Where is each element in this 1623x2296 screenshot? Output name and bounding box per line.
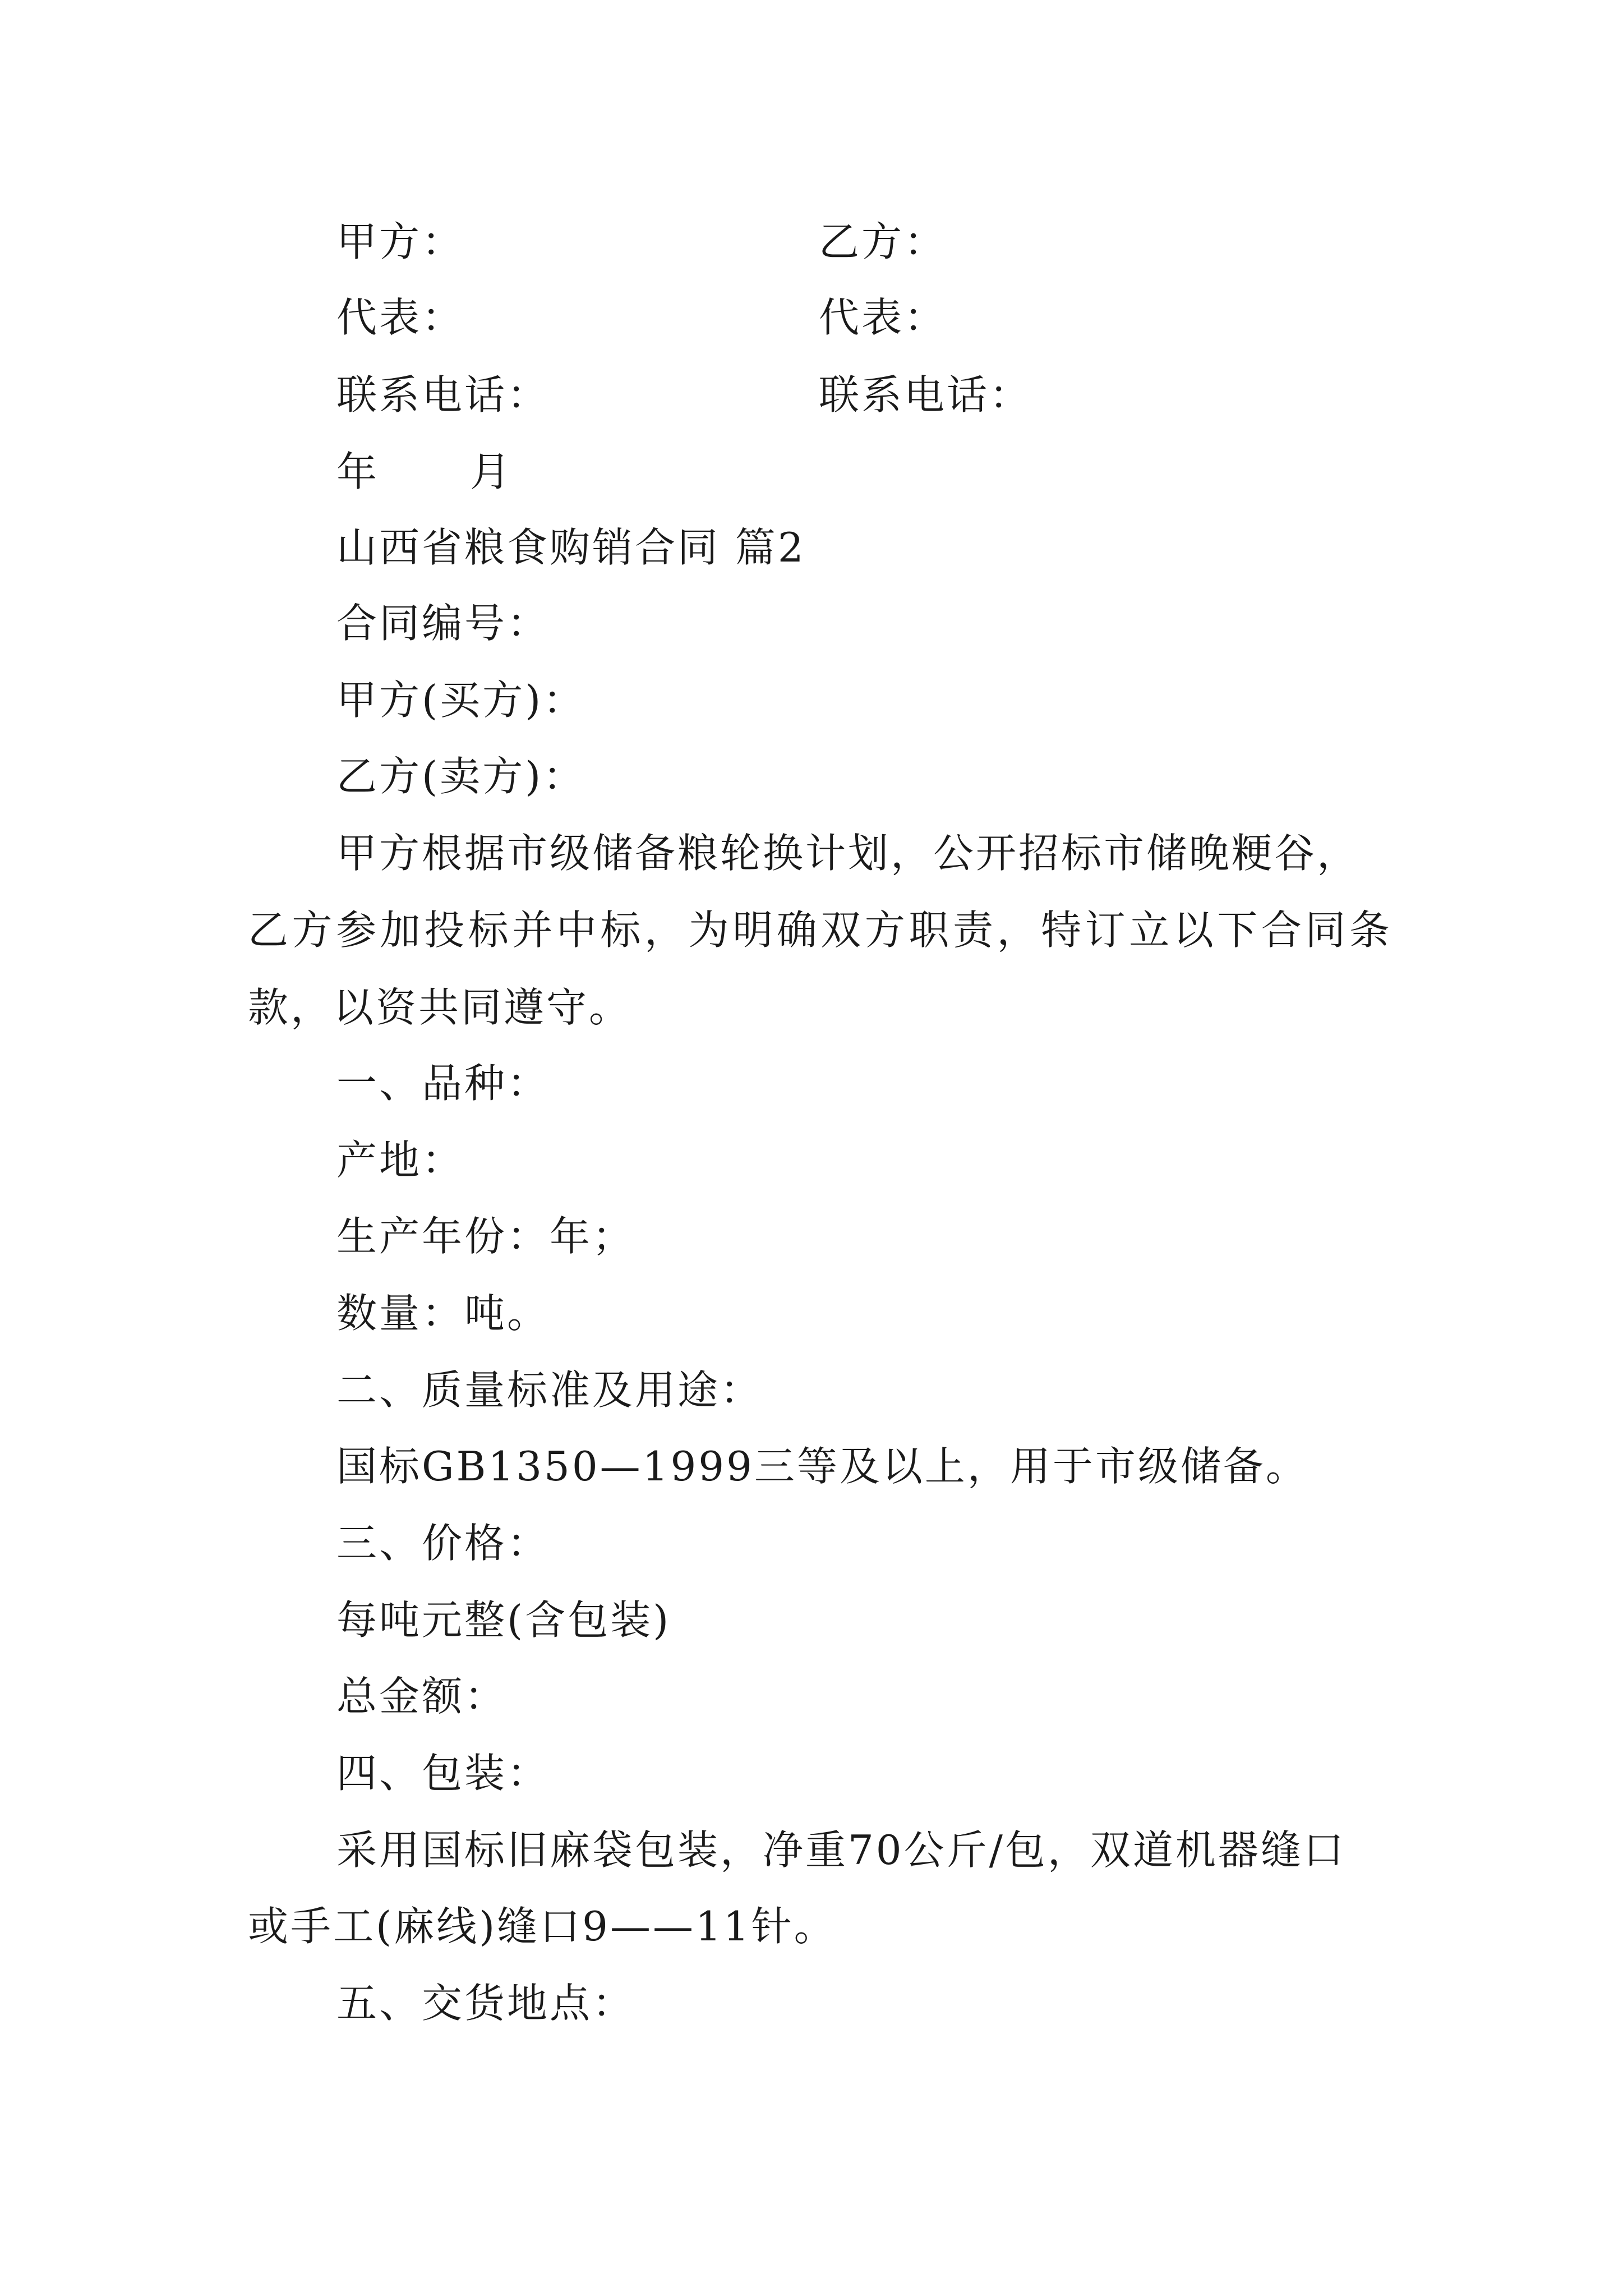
representative-a-label: 代表： [336, 294, 465, 341]
section-1-title: 一、品种： [336, 1060, 550, 1107]
contract-number-label: 合同编号： [336, 600, 550, 647]
total-amount-label: 总金额： [336, 1673, 508, 1720]
representative-b-label: 代表： [819, 294, 947, 341]
party-b-label: 乙方： [819, 218, 947, 265]
quantity-label: 数量：吨。 [336, 1290, 550, 1337]
intro-line-2: 乙方参加投标并中标，为明确双方职责，特订立以下合同条 [248, 907, 1392, 954]
unit-price-text: 每吨元整(含包装) [336, 1596, 671, 1644]
packaging-line-1: 采用国标旧麻袋包装，净重70公斤/包，双道机器缝口 [336, 1826, 1346, 1874]
intro-line-1: 甲方根据市级储备粮轮换计划，公开招标市储晚粳谷， [336, 830, 1360, 877]
section-4-title: 四、包装： [336, 1750, 550, 1797]
date-month: 月 [470, 448, 513, 495]
section-2-title: 二、质量标准及用途： [336, 1366, 763, 1414]
buyer-label: 甲方(买方)： [336, 677, 586, 724]
origin-label: 产地： [336, 1137, 465, 1184]
quality-standard-text: 国标GB1350—1999三等及以上，用于市级储备。 [336, 1443, 1308, 1490]
production-year-label: 生产年份：年； [336, 1213, 635, 1260]
packaging-line-2: 或手工(麻线)缝口9——11针。 [248, 1903, 837, 1950]
date-year: 年 [336, 448, 380, 495]
section-3-title: 三、价格： [336, 1520, 550, 1567]
section-5-title: 五、交货地点： [336, 1980, 635, 2027]
phone-a-label: 联系电话： [336, 371, 550, 418]
party-a-label: 甲方： [336, 218, 465, 265]
intro-line-3: 款，以资共同遵守。 [248, 984, 632, 1031]
contract-heading: 山西省粮食购销合同 篇2 [336, 524, 806, 571]
phone-b-label: 联系电话： [819, 371, 1032, 418]
seller-label: 乙方(卖方)： [336, 753, 586, 800]
